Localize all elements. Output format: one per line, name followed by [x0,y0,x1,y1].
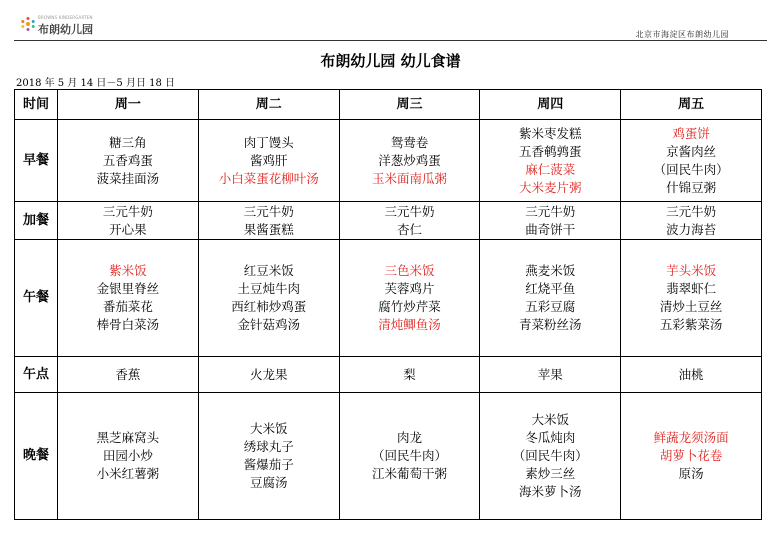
logo-sunburst-icon [20,16,36,32]
meal-label: 午餐 [15,240,58,357]
menu-item: 三色米饭 [384,263,435,278]
menu-item: 酱爆茄子 [243,457,294,472]
meal-row [15,393,762,520]
meal-label: 午点 [15,357,58,393]
menu-item: 油桃 [678,366,704,382]
menu-item: 海米萝卜汤 [519,484,582,499]
menu-item: 五香鸡蛋 [102,152,153,168]
menu-item: 开心果 [109,221,147,237]
menu-item: 腐竹炒芹菜 [378,299,441,314]
menu-cell [621,202,762,240]
menu-item: 大米麦片粥 [519,179,582,195]
menu-item: 红烧平鱼 [525,281,576,296]
header-cell-day: 周四 [480,90,621,120]
menu-cell [198,202,339,240]
menu-cell [621,120,762,202]
menu-item: 紫米枣发糕 [519,125,582,141]
menu-item: 燕麦米饭 [525,263,576,278]
menu-item: 杏仁 [396,221,422,237]
menu-cell [480,240,621,357]
menu-item: 清炒土豆丝 [659,299,723,314]
menu-cell [621,240,762,357]
menu-item: 冬瓜炖肉 [525,430,576,445]
menu-item: 酱鸡肝 [249,152,288,168]
menu-item: 胡萝卜花卷 [659,448,723,463]
menu-cell [339,357,480,393]
menu-table [14,89,762,520]
menu-item: 三元牛奶 [666,203,717,219]
menu-item: 素炒三丝 [525,466,576,481]
menu-item: 小米红薯粥 [96,466,160,481]
menu-item: 三元牛奶 [243,203,294,219]
menu-cell [58,202,199,240]
menu-item: 五彩豆腐 [525,299,576,314]
menu-item: 芋头米饭 [666,263,717,278]
menu-cell [339,202,480,240]
menu-item: 香蕉 [115,366,141,382]
meal-label: 早餐 [15,120,58,202]
menu-item: 红豆米饭 [243,263,294,278]
header-cell-day: 周五 [621,90,762,120]
menu-cell [339,240,480,357]
menu-item: 火龙果 [249,366,288,382]
menu-cell [58,120,199,202]
menu-item: 玉米面南瓜粥 [371,170,447,186]
menu-cell [480,120,621,202]
menu-item: 江米葡萄干粥 [371,466,447,481]
menu-item: 洋葱炒鸡蛋 [378,152,441,168]
menu-item: 金银里脊丝 [96,281,160,296]
menu-cell [480,202,621,240]
meal-row [15,202,762,240]
menu-item: （回民牛肉） [653,161,729,177]
menu-item: （回民牛肉） [371,448,447,463]
menu-item: 肉丁馒头 [243,134,294,150]
header-cell-day: 周一 [58,90,199,120]
menu-item: 翡翠虾仁 [666,281,717,296]
menu-cell [621,393,762,520]
menu-item: 波力海苔 [666,221,717,237]
menu-item: 小白菜蛋花柳叶汤 [218,170,319,186]
menu-item: 菠菜挂面汤 [96,170,160,186]
menu-item: 大米饭 [531,412,570,427]
menu-item: （回民牛肉） [512,448,588,463]
menu-item: 三元牛奶 [384,203,435,219]
page-title: 布朗幼儿园 幼儿食谱 [320,52,461,70]
meal-row [15,120,762,202]
header-location: 北京市海淀区布朗幼儿园 [635,30,729,39]
menu-cell [198,120,339,202]
menu-item: 青菜粉丝汤 [519,317,582,332]
menu-item: 黑芝麻窝头 [96,430,160,445]
menu-cell [58,357,199,393]
menu-item: 西红柿炒鸡蛋 [231,299,307,314]
menu-item: 苹果 [537,366,563,382]
menu-item: 鸡蛋饼 [672,125,710,141]
menu-item: 田园小炒 [102,448,153,463]
menu-item: 五彩紫菜汤 [659,317,723,332]
header-cell-day: 周三 [339,90,480,120]
date-range: 2018 年 5 月 14 日－5 月日 18 日 [16,78,176,89]
menu-item: 鲜蔬龙须汤面 [653,430,729,445]
meal-row [15,357,762,393]
menu-item: 大米饭 [249,421,288,436]
menu-cell [480,393,621,520]
table-header-row [15,90,762,120]
menu-item: 什锦豆粥 [666,179,717,195]
menu-item: 原汤 [678,466,704,481]
meal-label: 晚餐 [15,393,58,520]
menu-item: 金针菇鸡汤 [237,317,300,332]
menu-item: 番茄菜花 [102,299,153,314]
menu-cell [480,357,621,393]
header-divider [14,40,767,41]
menu-item: 京酱肉丝 [666,143,717,159]
menu-cell [339,120,480,202]
menu-item: 五香鹌鹑蛋 [519,143,582,159]
menu-cell [198,393,339,520]
menu-item: 麻仁菠菜 [525,161,576,177]
menu-item: 鸳鸯卷 [390,134,429,150]
menu-item: 芙蓉鸡片 [384,281,435,296]
menu-cell [339,393,480,520]
menu-item: 三元牛奶 [102,203,153,219]
header-cell-time: 时间 [15,90,58,120]
menu-cell [58,240,199,357]
logo-english-text: BROWNS KINDERGARTEN [38,15,93,20]
menu-cell [198,240,339,357]
kindergarten-logo [20,14,93,38]
menu-item: 果酱蛋糕 [243,221,294,237]
header-cell-day: 周二 [198,90,339,120]
menu-item: 棒骨白菜汤 [96,317,160,332]
menu-cell [198,357,339,393]
meal-label: 加餐 [15,202,58,240]
menu-item: 清炖鲫鱼汤 [378,317,441,332]
menu-item: 土豆炖牛肉 [237,281,300,296]
menu-cell [621,357,762,393]
logo-name: 布朗幼儿园 [38,23,93,36]
menu-item: 绣球丸子 [243,439,294,454]
menu-item: 豆腐汤 [249,475,288,490]
menu-item: 曲奇饼干 [525,221,576,237]
menu-item: 糖三角 [109,134,147,150]
menu-item: 肉龙 [396,430,422,445]
menu-cell [58,393,199,520]
meal-row [15,240,762,357]
menu-item: 紫米饭 [109,263,147,278]
menu-item: 梨 [403,366,416,382]
menu-item: 三元牛奶 [525,203,576,219]
